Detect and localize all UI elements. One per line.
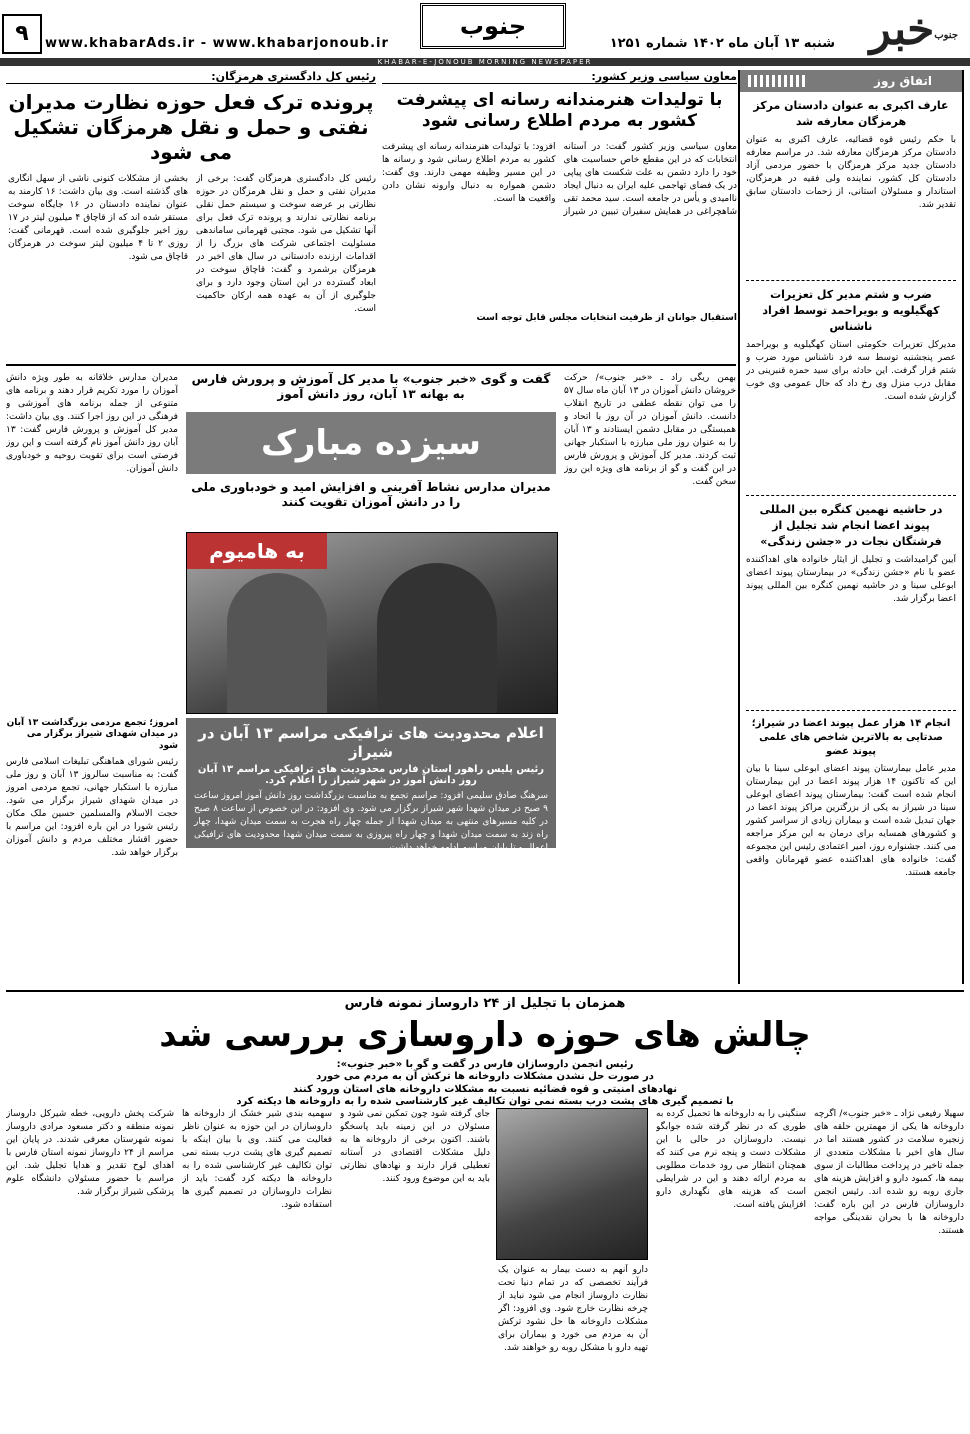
sidebar [738,70,964,984]
masthead [0,0,970,64]
interview-subhead: مدیران مدارس نشاط آفرینی و افزایش امید و خودباوری ملی را در دانش آموزان تقویت کنند [191,480,551,509]
sidebar-item-body: با حکم رئیس قوه قضائیه، عارف اکبری به عنوان دادستان مرکز هرمزگان معارفه شد. در مراسم معارفه دادستان جدید مرکز هرمزگان با حضور مردمی آزاد دادستان کل کشور، نماینده ولی فقیه در هرمزگان، استاندار و مسئولان استانی، از زحمات دادستان سابق تقدیر شد. [746,135,956,210]
pharmacy-deck: رئیس انجمن داروسازان فارس در گفت و گو با «خبر جنوب»: [336,1058,634,1070]
interview-body: بهمن ریگی راد ـ «خبر جنوب»/ حرکت خروشان دانش آموزان در ۱۳ آبان ماه سال ۵۷ را می توان نقطه عطفی در تاریخ انقلاب دانست. دانش آموزان در آن روز با اتحاد و همبستگی در مقابل دشمن ایستادند و ۱۳ آبان را به عنوان روز ملی مبارزه با استکبار جهانی ثبت کردند. مدیر کل آموزش و پرورش فارس در این گفت و گو از برنامه های ویژه این روز سخن گفت. [564,373,736,487]
sidebar-item [746,98,956,274]
traffic-box [186,718,556,853]
pharmacy-body: سهیلا رفیعی نژاد ـ «خبر جنوب»/ اگرچه داروخانه ها یکی از مهمترین حلقه های زنجیره سلامت در کشور هستند اما در سال های اخیر با مشکلات متعددی از جمله تاخیر در پرداخت مطالبات از سوی بیمه ها، کمبود دارو و افزایش هزینه های جاری روبه رو شده اند. رئیس انجمن داروسازان فارس در این باره گفت: داروخانه ها با بحران نقدینگی مواجه هستند. [814,1109,964,1236]
photo-banner-text: به هامیوم [187,533,327,569]
article-body: رئیس کل دادگستری هرمزگان گفت: برخی از مدیران نفتی و حمل و نقل هرمزگان در حوزه نظارتی بر عرضه سوخت و سیستم حمل نقلی برنامه نظارتی ندارند و پرونده ترک فعل برای آنها تشکیل می شود. مجتبی قهرمانی ساماندهی مسئولیت اجتماعی شرکت های بزرگ را از اقدامات ارزنده دادستانی در سال های اخیر در هرمزگان برشمرد و گفت: قاچاق سوخت در ابعاد گسترده در این استان وجود دارد و برای جلوگیری از آن به عهده همه ارکان حاکمیت است. [196,174,376,314]
sidebar-item-title: ضرب و شتم مدیر کل تعزیرات کهگیلویه و بویراحمد توسط افراد ناشناس [762,288,940,333]
divider [6,990,964,992]
pharmacist-photo [496,1108,648,1260]
pharmacy-body: جای گرفته شود چون تمکین نمی شود و مسئولان در این زمینه باید پاسخگو باشند. اکنون برخی از داروخانه ها به دلیل مشکلات اقتصادی در آستانه تعطیلی قرار دارند و نهادهای نظارتی باید به این موضوع ورود کنند. [340,1109,490,1184]
sidebar-header: اتفاق روز [740,70,962,92]
article-headline: پرونده ترک فعل حوزه نظارت مدیران نفتی و حمل و نقل هرمزگان تشکیل می شود [8,90,374,164]
pharmacy-body: سنگینی را به داروخانه ها تحمیل کرده به طوری که در نظر گرفته شده جوابگو نیست. داروسازان در حالی با این مشکلات دست و پنجه نرم می کنند که همچنان انتظار می رود خدمات مطلوبی به مردم ارائه دهند و این در شرایطی است که هزینه های نگهداری دارو افزایش یافته است. [656,1109,806,1210]
traffic-kicker: رئیس پلیس راهور استان فارس محدودیت های ترافیکی مراسم ۱۳ آبان روز دانش آموز در شهر شیراز را اعلام کرد. [197,763,545,786]
decorative-bars-icon [748,75,808,87]
interview-body: مدیران مدارس خلاقانه به طور ویژه دانش آموزان را مورد تکریم قرار دهند و برنامه های متنوعی از جمله برنامه های آموزشی و فرهنگی در این روز اجرا کنند. وی بیان داشت: مدیر کل آموزش و پرورش فارس گفت: ۱۳ آبان روز دانش آموز نام گرفته است و این روز فرصتی است برای تقویت روحیه و خودباوری دانش آموزان. [6,373,178,474]
sidebar-item-body: آیین گرامیداشت و تجلیل از ایثار خانواده های اهداکننده عضو با نام «جشن زندگی» در بیمارستان پیوند اعضای ابوعلی سینا و در حاشیه نهمین کنگره بین المللی پیوند اعضا برگزار شد. [746,555,956,604]
article-body: معاون سیاسی وزیر کشور گفت: در آستانه انتخابات که در این مقطع خاص حساسیت های خود را دارد دشمن به علت شکست های پیاپی در یک فضای تهاجمی علیه ایران به دنبال ایجاد ناامیدی و یأس در جامعه است. سید محمد تقی شاهچراغی در همایش سفیران تبیین در شیراز افزود: با تولیدات هنرمندانه رسانه ای پیشرفت کشور به مردم اطلاع رسانی شود و رسانه ها در این مسیر وظیفه مهمی دارند. وی گفت: دشمن همواره به دنبال وارونه نشان دادن واقعیت ها است. [382,141,737,217]
section-title: جنوب [420,3,566,49]
logo-subtitle: جنوب [934,30,958,41]
pharmacy-deck: نهادهای امنیتی و قوه قضائیه نسبت به مشکلات داروخانه های استان ورود کنند [293,1083,677,1095]
masthead-ribbon [0,58,970,66]
article-oil-transport [6,70,376,360]
sidebar-item-body: مدیر عامل بیمارستان پیوند اعضای ابوعلی سینا با بیان این که تاکنون ۱۴ هزار پیوند اعضا در این بیمارستان انجام شده است گفت: بیمارستان پیوند اعضای ابوعلی سینا در شیراز به یکی از بزرگترین مراکز پیوند اعضا در جهان تبدیل شده است و بیماران زیادی از سراسر کشور و کشورهای همسایه برای درمان به این مرکز مراجعه می کنند. جشنواره روز، امیر اعتمادی رئیس این مجموعه گفت: خانواده های اهداکننده عضو قهرمانان واقعی جامعه هستند. [746,764,956,878]
article-media-progress [382,70,737,360]
divider [6,364,736,366]
interview-article [6,372,736,872]
sidebar-items [740,92,962,1069]
interview-banner: سیزده مبارک [186,412,556,474]
interview-photo [186,532,558,714]
sidebar-item [746,502,956,704]
sidebar-item-title: در حاشیه نهمین کنگره بین المللی پیوند اعضا انجام شد تجلیل از فرشتگان نجات در «جشن زندگی» [759,503,943,548]
pharmacy-article [6,996,964,1428]
traffic-headline: اعلام محدودیت های ترافیکی مراسم ۱۳ آبان در شیراز [198,724,544,761]
article-kicker: معاون سیاسی وزیر کشور: [382,70,737,84]
interview-kicker: گفت و گوی «خبر جنوب» با مدیر کل آموزش و پرورش فارس به بهانه ۱۳ آبان، روز دانش آموز [191,372,551,401]
article-body: بخشی از مشکلات کنونی ناشی از سهل انگاری های گذشته است. وی بیان داشت: ۱۶ کارمند به عنوان نماینده دادستان در ۱۶ جایگاه سوخت مستقر شده اند که از قاچاق ۴ میلیون لیتر در ۱۷ روز اخیر جلوگیری شده است. قهرمانی گفت: روزی ۲ تا ۴ میلیون لیتر سوخت در هرمزگان قاچاق می شود. [8,174,188,262]
pharmacy-body: دارو آنهم به دست بیمار به عنوان یک فرآیند تخصصی که در تمام دنیا تحت نظارت داروساز انجام می شود نباید از چرخه نظارت خارج شود. وی افزود: اگر مشکلات داروخانه ها حل نشود ترکش آن به مردم می خورد و بیماران برای تهیه دارو با مشکل روبه رو خواهند شد. [498,1265,648,1353]
pharmacy-kicker: همزمان با تجلیل از ۲۴ داروساز نمونه فارس [344,996,626,1011]
pharmacy-headline: چالش های حوزه داروسازی بررسی شد [159,1015,811,1056]
pharmacy-body: سهمیه بندی شیر خشک از داروخانه ها داروسازان در این حوزه به عنوان ناظر فعالیت می کنند. وی با بیان اینکه با تصمیم گیری های پشت درب بسته نمی توان تکالیف غیر کارشناسی شده را به داروخانه ها دیکته کرد گفت: باید از نظرات داروسازان در تصمیم گیری ها استفاده شود. [182,1109,332,1210]
sidebar-item [746,287,956,489]
sidebar-item-body: مدیرکل تعزیرات حکومتی استان کهگیلویه و بویراحمد عصر پنجشنبه توسط سه فرد ناشناس مورد ضرب و شتم قرار گرفت. این حادثه برای سید حمزه قنبرینی در مقابل درب منزل وی رخ داد که حال عمومی وی خوب گزارش شده است. [746,340,956,402]
pharmacy-deck: با تصمیم گیری های پشت درب بسته نمی توان تکالیف غیر کارشناسی شده را به داروخانه ها دیکته کرد [236,1096,734,1108]
article-headline: با تولیدات هنرمندانه رسانه ای پیشرفت کشور به مردم اطلاع رسانی شود [396,90,723,132]
website-urls[interactable]: www.khabarAds.ir - www.khabarjonoub.ir [45,36,389,51]
newspaper-logo: خبر جنوب [842,2,962,58]
sidebar-item-title: عارف اکبری به عنوان دادستان مرکز هرمزگان معارفه شد [753,99,949,128]
traffic-body: سرهنگ صادق سلیمی افزود: مراسم تجمع به مناسبت بزرگداشت روز دانش آموز امروز ساعت ۹ صبح در میدان شهدا شهر شیراز برگزار می شود. وی افزود: در این خصوص از ساعت ۸ صبح در کلیه مسیرهای منتهی به میدان شهدا از جمله چهار راه هجرت به سمت میدان شهدا، چهار راه زند به سمت میدان شهدا و چهار راه پیروزی به سمت میدان شهدا محدودیت های ترافیکی اعمال و تا پایان مراسم ادامه خواهد داشت. [194,790,549,853]
pharmacy-body: شرکت پخش دارویی، خطه شیرکل داروساز نمونه منطقه و دکتر مسعود مرادی داروساز نمونه شهرستان معرفی شدند. در پایان این مراسم از ۲۴ داروساز نمونه استان فارس با اهدای لوح تقدیر و هدایا تجلیل شد. این مراسم با حضور مسئولان دانشگاه علوم پزشکی شیراز برگزار شد. [6,1109,174,1197]
gathering-headline: امروز؛ تجمع مردمی بزرگداشت ۱۳ آبان در میدان شهدای شیراز برگزار می شود [6,718,178,751]
person-photo [227,573,327,713]
ribbon-text: KHABAR-E-JONOUB MORNING NEWSPAPER [377,58,593,66]
gathering-body: رئیس شورای هماهنگی تبلیغات اسلامی فارس گفت: به مناسبت سالروز ۱۳ آبان و روز ملی مبارزه با استکبار جهانی، تجمع مردمی امروز در میدان شهدای شیراز برگزار می شود. حجت الاسلام والمسلمین حسین ملک مکان رئیس شورا در این باره افزود: این مراسم با حضور اقشار مختلف مردم و دانش آموزان برگزار خواهد شد. [6,756,178,858]
person-photo [377,563,497,713]
article-subhead: استقبال جوانان از ظرفیت انتخابات مجلس قابل توجه است [476,312,737,323]
issue-date: شنبه ۱۳ آبان ماه ۱۴۰۲ شماره ۱۲۵۱ [609,36,835,51]
article-kicker: رئیس کل دادگستری هرمزگان: [6,70,376,84]
gathering-article [6,718,178,868]
page-number: ۹ [2,14,42,54]
sidebar-item-title: انجام ۱۴ هزار عمل پیوند اعضا در شیراز؛ صدتایی به بالاترین شاخص های علمی پیوند عضو [751,718,951,757]
pharmacy-deck: در صورت حل نشدن مشکلات داروخانه ها ترکش آن به مردم می خورد [316,1071,654,1083]
